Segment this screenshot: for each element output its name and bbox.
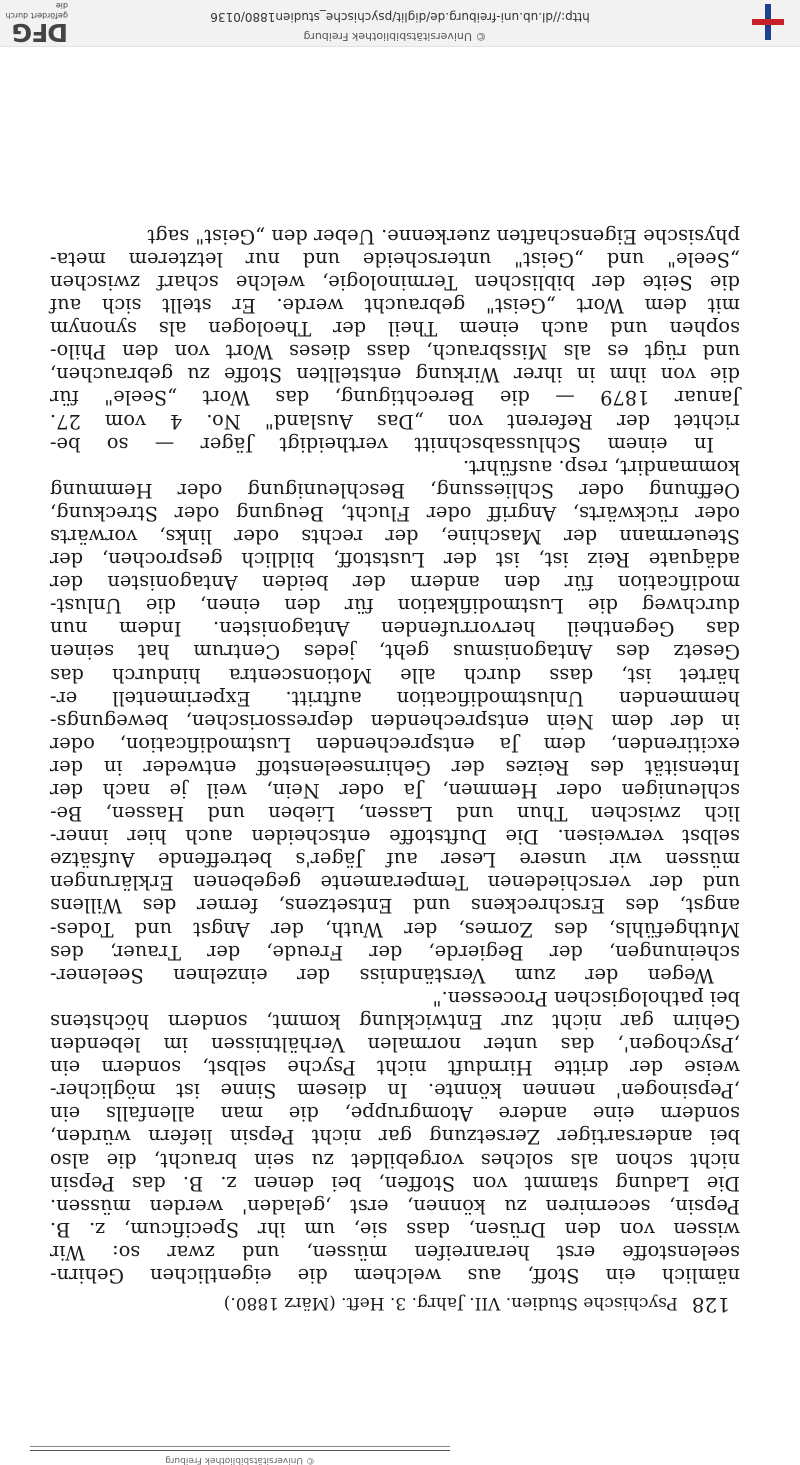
text-line: „Seele" und „Geist" unterscheide und nur letzterem meta- (50, 247, 740, 271)
text-line: schleunigen oder Hemmen, Ja oder Nein, weil je nach der (50, 779, 740, 803)
text-line: die von ihm in ihrer Wirkung entstellten Stoffe zu gebrauchen, (50, 363, 740, 387)
paragraph-3 (50, 225, 740, 456)
text-line: weise der dritte Hirnduft nicht Psyche selbst, sondern ein (50, 1056, 740, 1080)
text-line: ‚Psychogen', das unter normalen Verhältnissen im lebenden (50, 1033, 740, 1057)
text-line: sophen und auch einem Theil der Theologen als synonym (50, 317, 740, 341)
paragraph-2 (50, 456, 740, 987)
text-line: durchweg die Lustmodifikation für den einen, die Unlust- (50, 594, 740, 618)
running-title: Psychische Studien. VII. Jahrg. 3. Heft. (März 1880.) (223, 1293, 678, 1313)
text-line: härtet ist, dass durch alle Motionscentra hindurch das (50, 663, 740, 687)
text-line: das Gegentheil hervorrufenden Antagonisten. Indem nun (50, 617, 740, 641)
text-line: excitirenden, dem Ja entsprechenden Lustmodification, oder (50, 732, 740, 756)
text-line: hemmenden Unlustmodification auftritt. Experimentell er- (50, 686, 740, 710)
dfg-logo (4, 1, 68, 47)
text-line: Gesetz des Antagonismus geht, jedes Centrum hat seinen (50, 640, 740, 664)
text-line: Muthgefühls, des Zornes, der Wuth, der Angst und Todes- (50, 917, 740, 941)
body-text (50, 225, 740, 1287)
text-line: bei andersartiger Zersetzung gar nicht Pepsin liefern würden, (50, 1125, 740, 1149)
scan-edge-strip (0, 1445, 800, 1465)
text-line: lich zwischen Thun und Lassen, Lieben und Hassen, Be- (50, 802, 740, 826)
text-line: physische Eigenschaften zuerkenne. Ueber den „Geist" sagt (147, 224, 740, 248)
text-line: Oeffnung oder Schliessung, Beschleunigung oder Hemmung (50, 478, 740, 502)
text-line: nicht schon als solches vorgebildet zu sein braucht, die also (50, 1148, 740, 1172)
text-line: sondern eine andere Atomgruppe, die man allenfalls ein (50, 1102, 740, 1126)
text-line: Intensität des Reizes der Gehirnseelenstoff entweder in der (50, 755, 740, 779)
text-line: modification für den andern der beiden Antagonisten der (50, 571, 740, 595)
text-line: Pepsin, secerniren zu können, erst ‚geladen' werden müssen. (50, 1194, 740, 1218)
copyright-notice: © Universitätsbibliothek Freiburg (303, 30, 487, 43)
red-blue-cross-icon (748, 2, 788, 42)
text-line: seelenstoffe erst heranreifen müssen, und zwar so: Wir (50, 1240, 740, 1264)
text-line: und der verschiedenen Temperamente gegebenen Erklärungen (50, 871, 740, 895)
page-header (60, 1293, 730, 1315)
dfg-logo-subtext: gefördert durch die (5, 1, 68, 20)
text-line: Januar 1879 — die Berechtigung, das Wort „Seele" für (50, 386, 740, 410)
source-url[interactable]: http://dl.ub.uni-freiburg.de/diglit/psychische_studien1880/0136 (210, 10, 590, 24)
text-line: selbst verweisen. Die Duftstoffe entscheiden auch hier inner- (50, 825, 740, 849)
text-line: Gehirn gar nicht zur Entwicklung kommt, sondern höchstens (50, 1009, 740, 1033)
text-line: wissen von den Drüsen, dass sie, um ihr Specificum, z. B. (50, 1217, 740, 1241)
text-line: und rügt es als Missbrauch, dass dieses Wort von den Philo- (50, 340, 740, 364)
text-line: In einem Schlussabschnitt vertheidigt Jäger — so be- (50, 432, 714, 456)
text-line: in der dem Nein entsprechenden depressorischen, bewegungs- (50, 709, 740, 733)
text-line: oder rückwärts, Angriff oder Flucht, Beugung oder Streckung, (50, 501, 740, 525)
text-line: nämlich ein Stoff, aus welchem die eigentlichen Gehirn- (50, 1264, 740, 1287)
page-number: 128 (691, 1293, 730, 1317)
text-line: richtet der Referent von „Das Ausland" No. 4 vom 27. (50, 409, 740, 433)
text-line: ‚Pepsinogen' nennen könnte. In diesem Sinne ist möglicher- (50, 1079, 740, 1103)
text-line: angst, des Erschreckens und Entsetzens, ferner des Willens (50, 894, 740, 918)
text-line: bei pathologischen Processen." (432, 986, 740, 1010)
text-line: Steuermann der Maschine, der rechts oder links, vorwärts (50, 525, 740, 548)
text-line: müssen wir unsere Leser auf Jäger's betreffende Aufsätze (50, 848, 740, 872)
scan-edge-text: © Universitätsbibliothek Freiburg (165, 1455, 315, 1465)
text-line: adäquate Reiz ist, ist der Luststoff, bildlich gesprochen, der (50, 548, 740, 572)
library-footer-bar (0, 0, 800, 47)
paragraph-1 (50, 987, 740, 1287)
text-line: die Seite der biblischen Terminologie, welche scharf zwischen (50, 270, 740, 294)
text-line: Die Ladung stammt von Stoffen, bei denen z. B. das Pepsin (50, 1171, 740, 1195)
text-line: scheinungen, der Begierde, der Freude, der Trauer, des (50, 940, 740, 964)
text-line: Wegen der zum Verständniss der einzelnen Seelener- (50, 963, 714, 987)
scan-edge-rule (30, 1446, 450, 1451)
dfg-logo-text: DFG (12, 18, 68, 47)
text-line: kommandirt, resp. ausführt. (462, 455, 740, 479)
text-line: mit dem Wort „Geist" gebraucht werde. Er stellt sich auf (50, 294, 740, 318)
